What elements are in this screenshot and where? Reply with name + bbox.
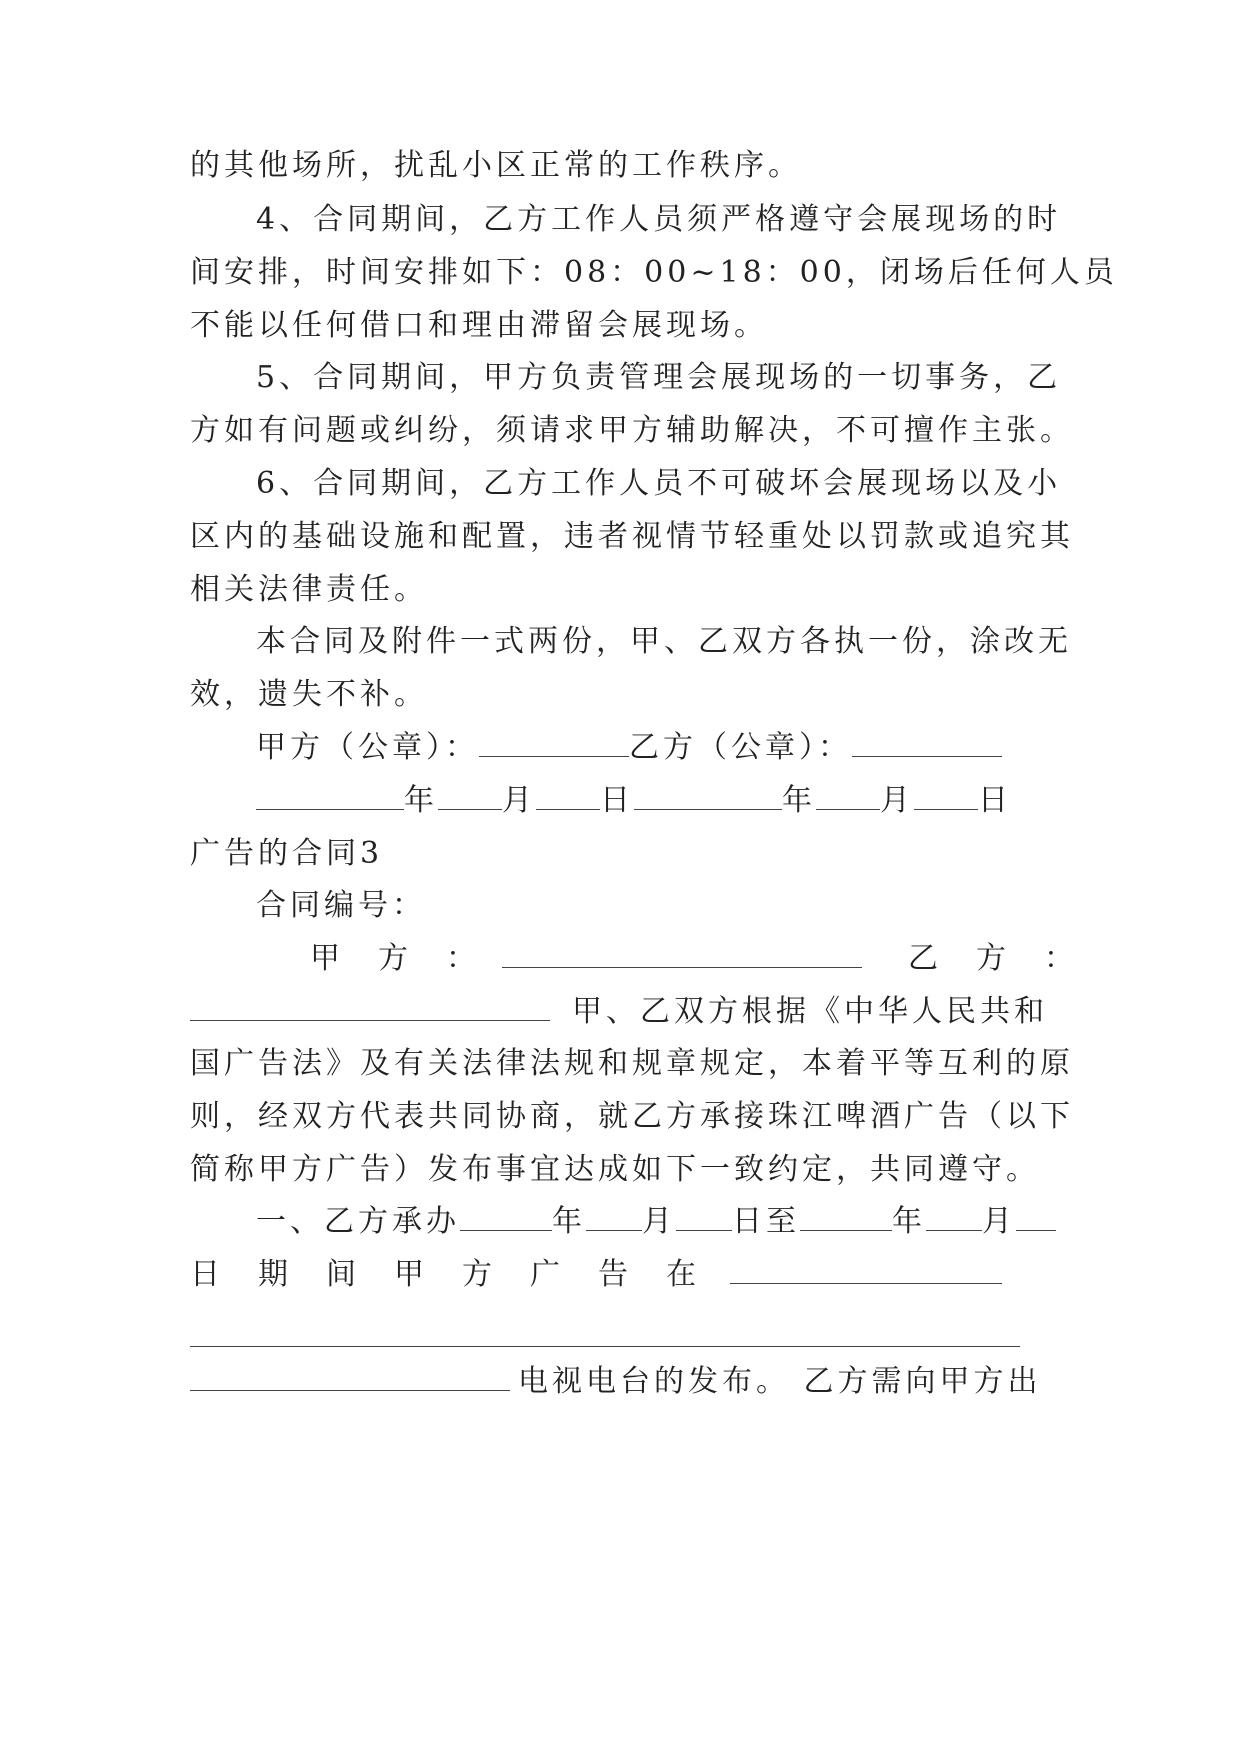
clause-4-line-2: 间安排，时间安排如下：08：00~18：00，闭场后任何人员 xyxy=(190,255,1118,290)
start-day-blank xyxy=(676,1202,732,1231)
party-b-seal-label: 乙方（公章）： xyxy=(629,730,852,765)
clause-5-line-1: 5、合同期间，甲方负责管理会展现场的一切事务，乙 xyxy=(256,360,1062,395)
clause-1-tail: 电视电台的发布。 乙方需向甲方出 xyxy=(518,1364,1042,1399)
clause-6-line-1: 6、合同期间，乙方工作人员不可破坏会展现场以及小 xyxy=(256,466,1062,501)
end-month-label: 月 xyxy=(982,1204,1016,1239)
day-label: 日 xyxy=(600,783,634,818)
media-blank-2 xyxy=(190,1346,1020,1347)
clause-4-line-1: 4、合同期间，乙方工作人员须严格遵守会展现场的时 xyxy=(256,202,1062,237)
clause-1-line-1 xyxy=(256,1202,1056,1242)
preamble-line-3: 则，经双方代表共同协商，就乙方承接珠江啤酒广告（以下 xyxy=(190,1099,1074,1134)
party-b-blank xyxy=(852,728,1002,757)
party-line xyxy=(310,939,1078,979)
clause-4-line-3: 不能以任何借口和理由滞留会展现场。 xyxy=(190,308,768,343)
clause-1-line-2 xyxy=(190,1255,1002,1295)
end-month-blank xyxy=(926,1202,982,1231)
clause-6-line-2: 区内的基础设施和配置，违者视情节轻重处以罚款或追究其 xyxy=(190,519,1074,554)
preamble-text: 甲、乙双方根据《中华人民共和 xyxy=(572,994,1048,1029)
closing-line-1: 本合同及附件一式两份，甲、乙双方各执一份，涂改无 xyxy=(256,624,1072,659)
year-blank-2 xyxy=(634,781,782,810)
clause-1-prefix: 一、乙方承办 xyxy=(256,1204,460,1239)
end-day-blank xyxy=(1016,1202,1056,1231)
preamble-line-2: 国广告法》及有关法律法规和规章规定，本着平等互利的原 xyxy=(190,1046,1074,1081)
signature-line xyxy=(256,728,1002,768)
month-label-2: 月 xyxy=(880,783,914,818)
end-year-label: 年 xyxy=(892,1204,926,1239)
clause-1-line-4 xyxy=(190,1362,1042,1402)
day-label-2: 日 xyxy=(978,783,1012,818)
clause-5-line-2: 方如有问题或纠纷，须请求甲方辅助解决，不可擅作主张。 xyxy=(190,413,1074,448)
party-b-label: 乙 方 ： xyxy=(908,941,1078,976)
party-a-blank xyxy=(479,728,629,757)
party-a-seal-label: 甲方（公章）： xyxy=(256,730,479,765)
clause-6-line-3: 相关法律责任。 xyxy=(190,572,428,607)
clause-1-text: 日 期 间 甲 方 广 告 在 xyxy=(190,1257,700,1292)
start-month-blank xyxy=(586,1202,642,1231)
day-blank xyxy=(536,781,600,810)
day-blank-2 xyxy=(914,781,978,810)
year-blank xyxy=(256,781,404,810)
year-label: 年 xyxy=(404,783,438,818)
date-line xyxy=(256,781,1012,821)
party-b-name-blank xyxy=(190,992,550,1021)
party-a-label: 甲 方 ： xyxy=(310,941,480,976)
party-a-name-blank xyxy=(502,939,862,968)
start-year-label: 年 xyxy=(552,1204,586,1239)
section-title: 广告的合同3 xyxy=(190,836,384,871)
media-blank-3 xyxy=(190,1362,510,1391)
month-blank xyxy=(438,781,502,810)
media-blank-1 xyxy=(730,1255,1002,1284)
text-line: 的其他场所，扰乱小区正常的工作秩序。 xyxy=(190,148,802,183)
preamble-line-1 xyxy=(190,992,1048,1032)
start-month-label: 月 xyxy=(642,1204,676,1239)
month-blank-2 xyxy=(816,781,880,810)
month-label: 月 xyxy=(502,783,536,818)
start-year-blank xyxy=(460,1202,552,1231)
end-year-blank xyxy=(800,1202,892,1231)
preamble-line-4: 简称甲方广告）发布事宜达成如下一致约定，共同遵守。 xyxy=(190,1152,1040,1187)
start-day-to-label: 日至 xyxy=(732,1204,800,1239)
year-label-2: 年 xyxy=(782,783,816,818)
closing-line-2: 效，遗失不补。 xyxy=(190,677,428,712)
contract-number-label: 合同编号： xyxy=(256,888,426,923)
